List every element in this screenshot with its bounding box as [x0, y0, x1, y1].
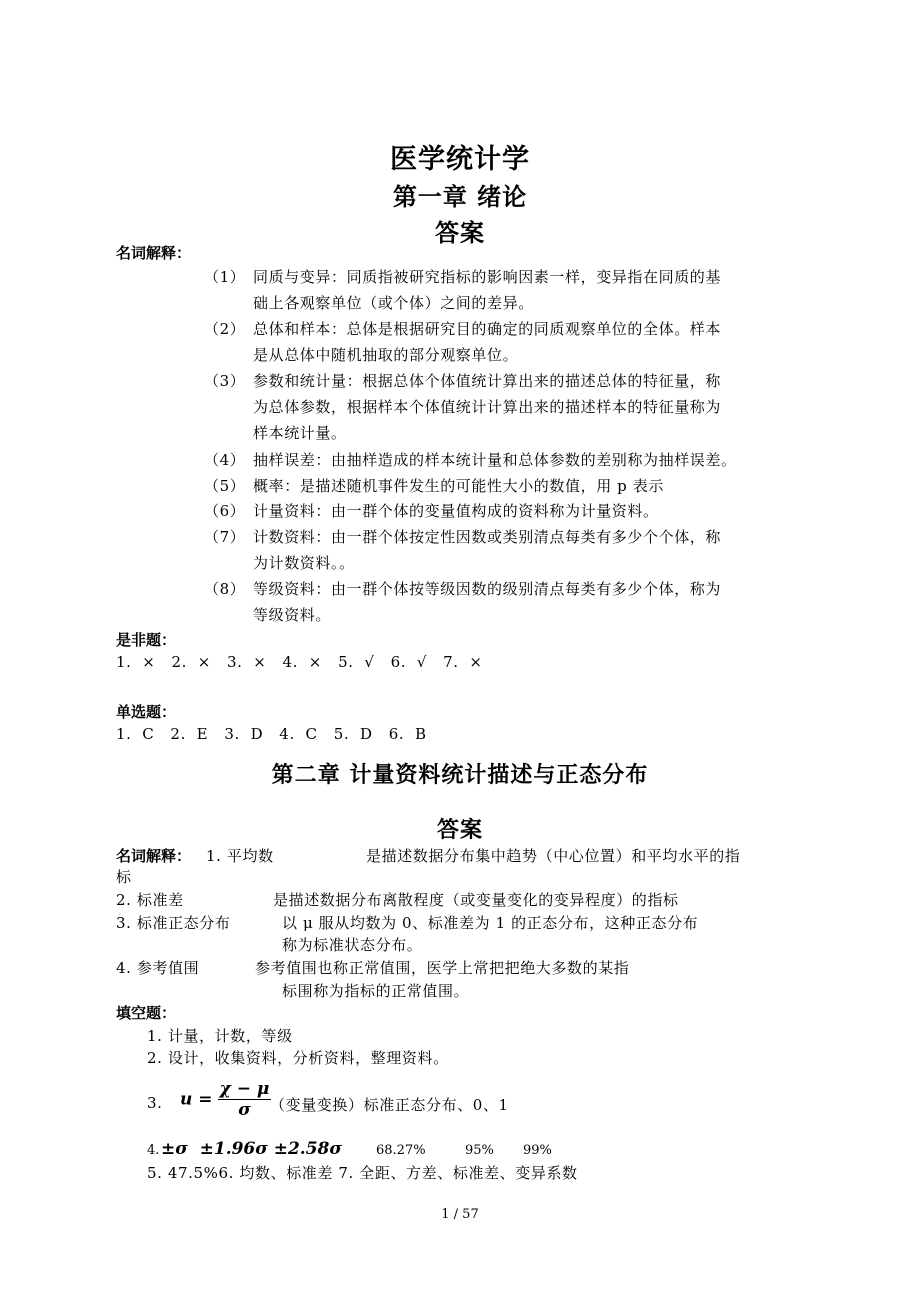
ch1-term-number: （2）: [204, 320, 246, 338]
ch2-term3-label: 3. 标准正态分布: [116, 914, 231, 932]
ch2-term1-wrap: 标: [116, 868, 132, 886]
page-number: 1 / 57: [441, 1207, 479, 1222]
ch2-fill-3-num: 3.: [147, 1094, 163, 1112]
ch1-term-line: 参数和统计量：根据总体个体值统计算出来的描述总体的特征量，称: [253, 372, 722, 390]
ch1-term-line: 为计数资料。。: [253, 554, 355, 572]
ch2-term3-def: 以 μ 服从均数为 0、标准差为 1 的正态分布，这种正态分布: [282, 914, 699, 932]
ch2-fill-4-formula: ±σ ±1.96σ ±2.58σ: [161, 1139, 342, 1159]
ch2-term2-def: 是描述数据分布离散程度（或变量变化的变异程度）的指标: [273, 891, 679, 909]
formula-lhs: u =: [180, 1089, 213, 1110]
ch2-term1-def: 是描述数据分布集中趋势（中心位置）和平均水平的指: [366, 847, 741, 865]
formula-fraction: [218, 1079, 272, 1120]
ch1-term-line: 是从总体中随机抽取的部分观察单位。: [253, 346, 519, 364]
ch1-mc-answers: 1. C 2. E 3. D 4. C 5. D 6. B: [116, 725, 427, 743]
ch1-term-line: 计量资料：由一群个体的变量值构成的资料称为计量资料。: [253, 502, 659, 520]
ch1-term-number: （7）: [204, 528, 246, 546]
ch1-term-number: （8）: [204, 580, 246, 598]
ch2-term3-def2: 称为标准状态分布。: [282, 936, 423, 954]
ch1-term-line: 等级资料：由一群个体按等级因数的级别清点每类有多少个体，称为: [253, 580, 722, 598]
formula-numerator: χ − μ: [219, 1079, 270, 1099]
ch1-term-number: （6）: [204, 502, 246, 520]
ch2-fill-4-p1: 68.27%: [376, 1143, 426, 1158]
ch2-fill-4-p2: 95%: [465, 1143, 494, 1158]
ch2-fill-1: 1. 计量，计数，等级: [147, 1027, 293, 1045]
ch1-terms-heading: 名词解释：: [116, 244, 192, 262]
ch1-term-number: （1）: [204, 268, 246, 286]
ch1-term-line: 概率：是描述随机事件发生的可能性大小的数值，用 p 表示: [253, 477, 664, 495]
ch2-term4-def: 参考值围也称正常值围，医学上常把把绝大多数的某指: [255, 959, 630, 977]
ch2-fill-2: 2. 设计，收集资料，分析资料，整理资料。: [147, 1049, 449, 1067]
ch1-term-line: 计数资料：由一群个体按定性因数或类别清点每类有多少个个体，称: [253, 528, 722, 546]
ch1-tf-heading: 是非题：: [116, 631, 177, 649]
ch2-term2-label: 2. 标准差: [116, 891, 184, 909]
ch1-term-number: （5）: [204, 477, 246, 495]
ch2-fill-5: 5. 47.5%6. 均数、标准差 7. 全距、方差、标准差、变异系数: [147, 1164, 578, 1182]
ch2-term4-def2: 标围称为指标的正常值围。: [282, 982, 470, 1000]
chapter2-title: 第二章 计量资料统计描述与正态分布: [271, 762, 649, 788]
ch1-term-line: 础上各观察单位（或个体）之间的差异。: [253, 294, 534, 312]
ch2-fill-4-num: 4.: [147, 1143, 160, 1158]
ch1-term-line: 等级资料。: [253, 606, 332, 624]
ch1-tf-answers: 1. × 2. × 3. × 4. × 5. √ 6. √ 7. ×: [116, 653, 483, 671]
ch2-fill-3-formula: [180, 1079, 271, 1120]
ch1-term-line: 总体和样本：总体是根据研究目的确定的同质观察单位的全体。样本: [253, 320, 722, 338]
ch2-fill-3-text: （变量变换）标准正态分布、0、1: [270, 1096, 509, 1114]
ch2-terms-heading: 名词解释：: [116, 847, 192, 865]
ch1-term-line: 同质与变异：同质指被研究指标的影响因素一样，变异指在同质的基: [253, 268, 722, 286]
ch2-term1-label: 1. 平均数: [206, 847, 274, 865]
document-title: 医学统计学: [390, 144, 530, 175]
ch1-term-number: （4）: [204, 451, 246, 469]
ch1-term-line: 样本统计量。: [253, 424, 347, 442]
formula-denominator: σ: [238, 1100, 251, 1120]
ch2-term4-label: 4. 参考值围: [116, 959, 200, 977]
ch2-fill-4-p3: 99%: [523, 1143, 552, 1158]
ch1-term-number: （3）: [204, 372, 246, 390]
ch2-fill-heading: 填空题：: [116, 1004, 177, 1022]
chapter2-answer-heading: 答案: [436, 817, 483, 843]
chapter1-answer-heading: 答案: [435, 218, 485, 247]
ch1-term-line: 为总体参数，根据样本个体值统计计算出来的描述样本的特征量称为: [253, 398, 722, 416]
ch1-mc-heading: 单选题：: [116, 703, 177, 721]
chapter1-title: 第一章 绪论: [392, 182, 528, 211]
ch1-term-line: 抽样误差：由抽样造成的样本统计量和总体参数的差别称为抽样误差。: [253, 451, 737, 469]
